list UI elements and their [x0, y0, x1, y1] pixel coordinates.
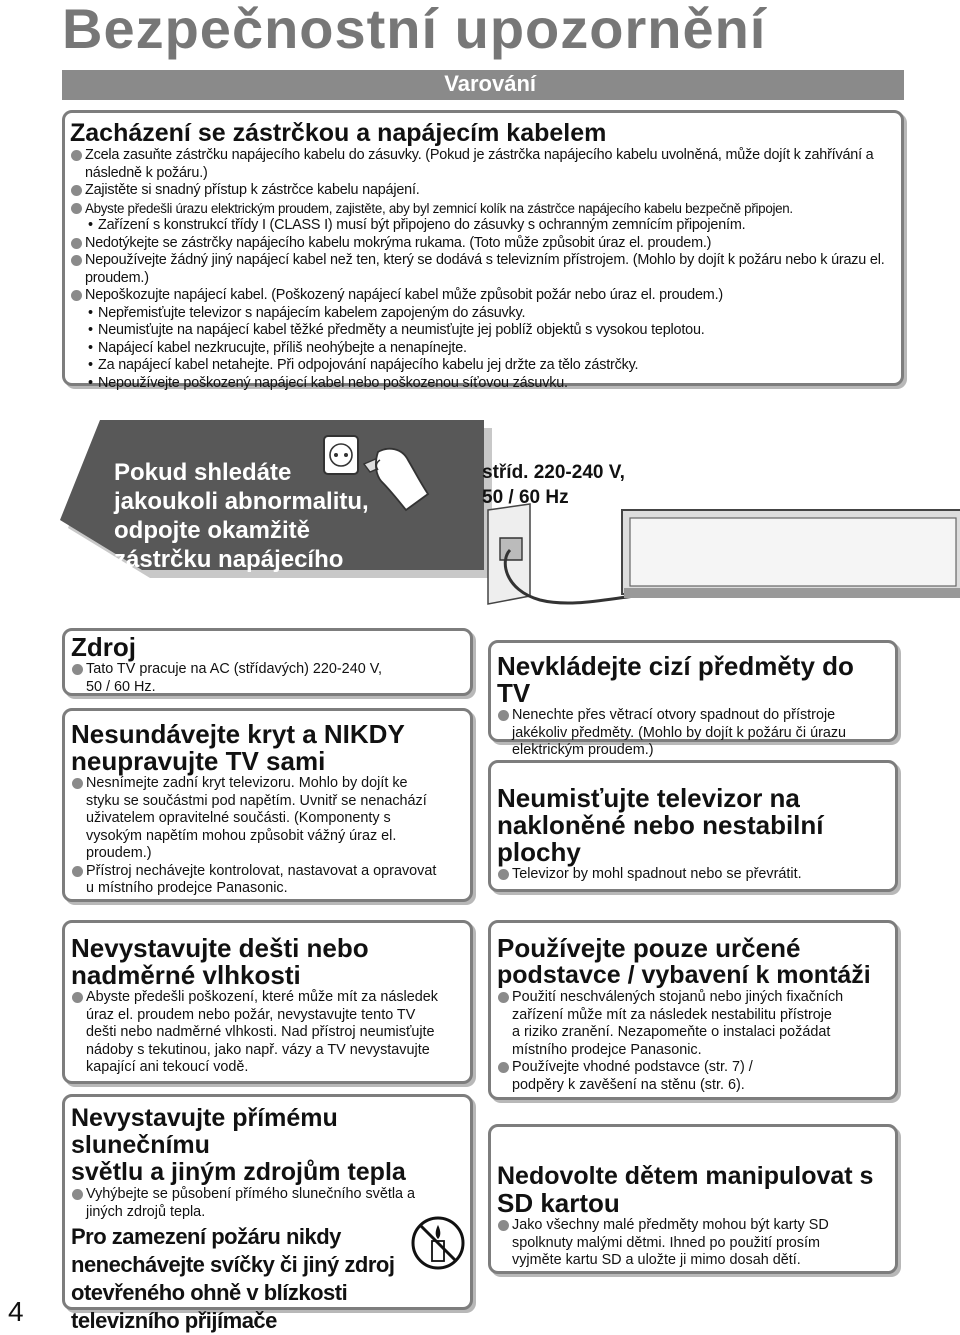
sd-card-section — [488, 1124, 898, 1274]
list-item: Abyste předešli poškození, které může mít za následek — [71, 989, 467, 1007]
stand-heading-line-2: podstavce / vybavení k montáži — [497, 961, 871, 989]
no-candle-icon — [410, 1215, 466, 1271]
moisture-section — [62, 920, 473, 1084]
foreign-objects-heading: Nevkládejte cizí předměty do TV — [497, 651, 854, 708]
list-item: 50 / 60 Hz. — [86, 678, 156, 695]
sd-card-heading-line-2: SD kartou — [497, 1188, 620, 1218]
list-item: elektrickým proudem.) — [512, 742, 654, 758]
moisture-heading-line-2: nadměrné vlhkosti — [71, 960, 301, 990]
heat-source-section — [62, 1094, 473, 1333]
list-item: Používejte vhodné podstavce (str. 7) / — [497, 1059, 893, 1077]
unstable-surface-section — [488, 760, 898, 892]
flame-warning-line: Pro zamezení požáru nikdy — [71, 1224, 341, 1249]
warning-bar — [62, 70, 904, 100]
list-item: jiných zdrojů tepla. — [86, 1203, 206, 1220]
unplug-hand-illustration — [318, 432, 438, 522]
list-item: Nepoužívejte žádný jiný napájecí kabel než ten, který se dodává s televizním přístrojem. (Mohlo by dojít k požáru nebo k úrazu el. proudem.) — [70, 252, 900, 287]
heat-heading-line-1: Nevystavujte přímému slunečnímu — [71, 1104, 338, 1159]
mains-line: stříd. 220-240 V, — [482, 462, 625, 483]
list-item: Abyste předešli úrazu elektrickým proudem, zajistěte, aby byl zemnicí kolík na zástrčce napájecího kabelu bezpečně připojen. — [70, 200, 900, 218]
power-source-section — [62, 628, 473, 696]
list-item: a riziko zranění. Nezapomeňte o instalaci požádat — [512, 1024, 831, 1040]
list-item: Jako všechny malé předměty mohou být karty SD — [497, 1217, 895, 1235]
stand-heading-line-1: Používejte pouze určené — [497, 933, 801, 963]
list-item: Zcela zasuňte zástrčku napájecího kabelu do zásuvky. (Pokud je zástrčka napájecího kabelu uvolněná, může dojít k zahřívání a následně k požáru.) — [70, 147, 900, 182]
list-item: nádoby s tekutinou, jako např. vázy a TV nevystavujte — [86, 1041, 430, 1058]
list-item: Nepoškozujte napájecí kabel. (Poškozený napájecí kabel může způsobit požár nebo úraz el. proudem.) — [70, 287, 900, 305]
plug-cable-heading: Zacházení se zástrčkou a napájecím kabelem — [70, 119, 607, 147]
list-item: uživatelem opravitelné součásti. (Komponenty s — [86, 810, 391, 826]
page-number: 4 — [8, 1296, 24, 1327]
flame-warning-line: otevřeného ohně v blízkosti — [71, 1280, 348, 1305]
page-title: Bezpečnostní upozornění — [62, 0, 767, 60]
list-item: spolknuty malými dětmi. Ihned po použití prosím — [512, 1234, 820, 1251]
tv-wall-socket-illustration — [480, 500, 960, 610]
power-source-heading: Zdroj — [71, 632, 136, 662]
list-item: • Neumisťujte na napájecí kabel těžké předměty a neumisťujte jej poblíž objektů s vysokou teplotou. — [70, 322, 900, 340]
list-item: vysokým napětím mohou způsobit vážný úraz el. — [86, 827, 397, 844]
list-item: proudem.) — [86, 845, 152, 861]
list-item: Televizor by mohl spadnout nebo se převrátit. — [497, 866, 893, 884]
list-item: Tato TV pracuje na AC (střídavých) 220-240 V, — [71, 661, 467, 679]
cover-heading-line-1: Nesundávejte kryt a NIKDY — [71, 719, 405, 749]
moisture-heading-line-1: Nevystavujte dešti nebo — [71, 933, 369, 963]
list-item: podpěry k zavěšení na stěnu (str. 6). — [512, 1076, 745, 1093]
list-item: • Za napájecí kabel netahejte. Při odpojování napájecího kabelu jej držte za tělo zástrčky. — [70, 357, 900, 375]
callout-line: Pokud shledáte — [114, 459, 292, 486]
callout-line: jakoukoli abnormalitu, — [114, 488, 369, 515]
callout-line: zástrčku napájecího kabelu! — [114, 546, 344, 602]
cover-section — [62, 708, 473, 902]
unstable-heading-line-2: nakloněné nebo nestabilní — [497, 810, 824, 840]
list-item: • Napájecí kabel nezkrucujte, příliš neohýbejte a nenapínejte. — [70, 340, 900, 358]
flame-warning-line: televizního přijímače — [71, 1308, 277, 1333]
list-item: Nenechte přes větrací otvory spadnout do přístroje — [497, 707, 893, 725]
list-item: dešti nebo nadměrné vlhkosti. Nad přístroj neumisťujte — [86, 1024, 435, 1040]
unstable-heading-line-3: plochy — [497, 837, 581, 867]
list-item: • Nepřemisťujte televizor s napájecím kabelem zapojeným do zásuvky. — [70, 305, 900, 323]
list-item: u místního prodejce Panasonic. — [86, 880, 288, 896]
warning-label: Varování — [444, 71, 536, 96]
list-item: jakékoliv předměty. (Mohlo by dojít k požáru či úrazu — [512, 724, 847, 741]
list-item: Nedotýkejte se zástrčky napájecího kabelu mokrýma rukama. (Toto může způsobit úraz el. proudem.) — [70, 235, 900, 253]
list-item: Nesnímejte zadní kryt televizoru. Mohlo by dojít ke — [71, 775, 467, 793]
list-item: úraz el. proudem nebo požár, nevystavujte tento TV — [86, 1006, 416, 1023]
list-item: místního prodejce Panasonic. — [512, 1041, 702, 1058]
mains-line: 50 / 60 Hz — [482, 487, 569, 508]
list-item: • Zařízení s konstrukcí třídy I (CLASS I) musí být připojeno do zásuvky s ochranným zemnícím připojením. — [70, 217, 900, 235]
foreign-objects-section — [488, 640, 898, 758]
list-item: Použití neschválených stojanů nebo jiných fixačních — [497, 989, 893, 1007]
list-item: • Nepoužívejte poškozený napájecí kabel nebo poškozenou síťovou zásuvku. — [70, 375, 900, 393]
sd-card-heading-line-1: Nedovolte dětem manipulovat s — [497, 1162, 874, 1190]
list-item: vyjměte kartu SD a uložte ji mimo dosah dětí. — [512, 1252, 801, 1268]
list-item: Přístroj nechávejte kontrolovat, nastavovat a opravovat — [71, 863, 467, 881]
list-item: kapající ani tekoucí vodě. — [86, 1059, 249, 1075]
cover-heading-line-2: neupravujte TV sami — [71, 746, 326, 776]
flame-warning-line: nenechávejte svíčky či jiný zdroj — [71, 1252, 395, 1277]
stand-section — [488, 920, 898, 1100]
unstable-heading-line-1: Neumisťujte televizor na — [497, 783, 800, 813]
plug-cable-section — [62, 110, 904, 391]
list-item: zařízení může mít za následek nestabilitu přístroje — [512, 1006, 832, 1023]
callout-line: odpojte okamžitě — [114, 517, 311, 544]
heat-heading-line-2: světlu a jiným zdrojům tepla — [71, 1158, 406, 1186]
list-item: Vyhýbejte se působení přímého slunečního světla a — [71, 1186, 469, 1204]
list-item: Zajistěte si snadný přístup k zástrčce kabelu napájení. — [70, 182, 900, 200]
list-item: styku se součástmi pod napětím. Uvnitř se nenachází — [86, 792, 427, 809]
